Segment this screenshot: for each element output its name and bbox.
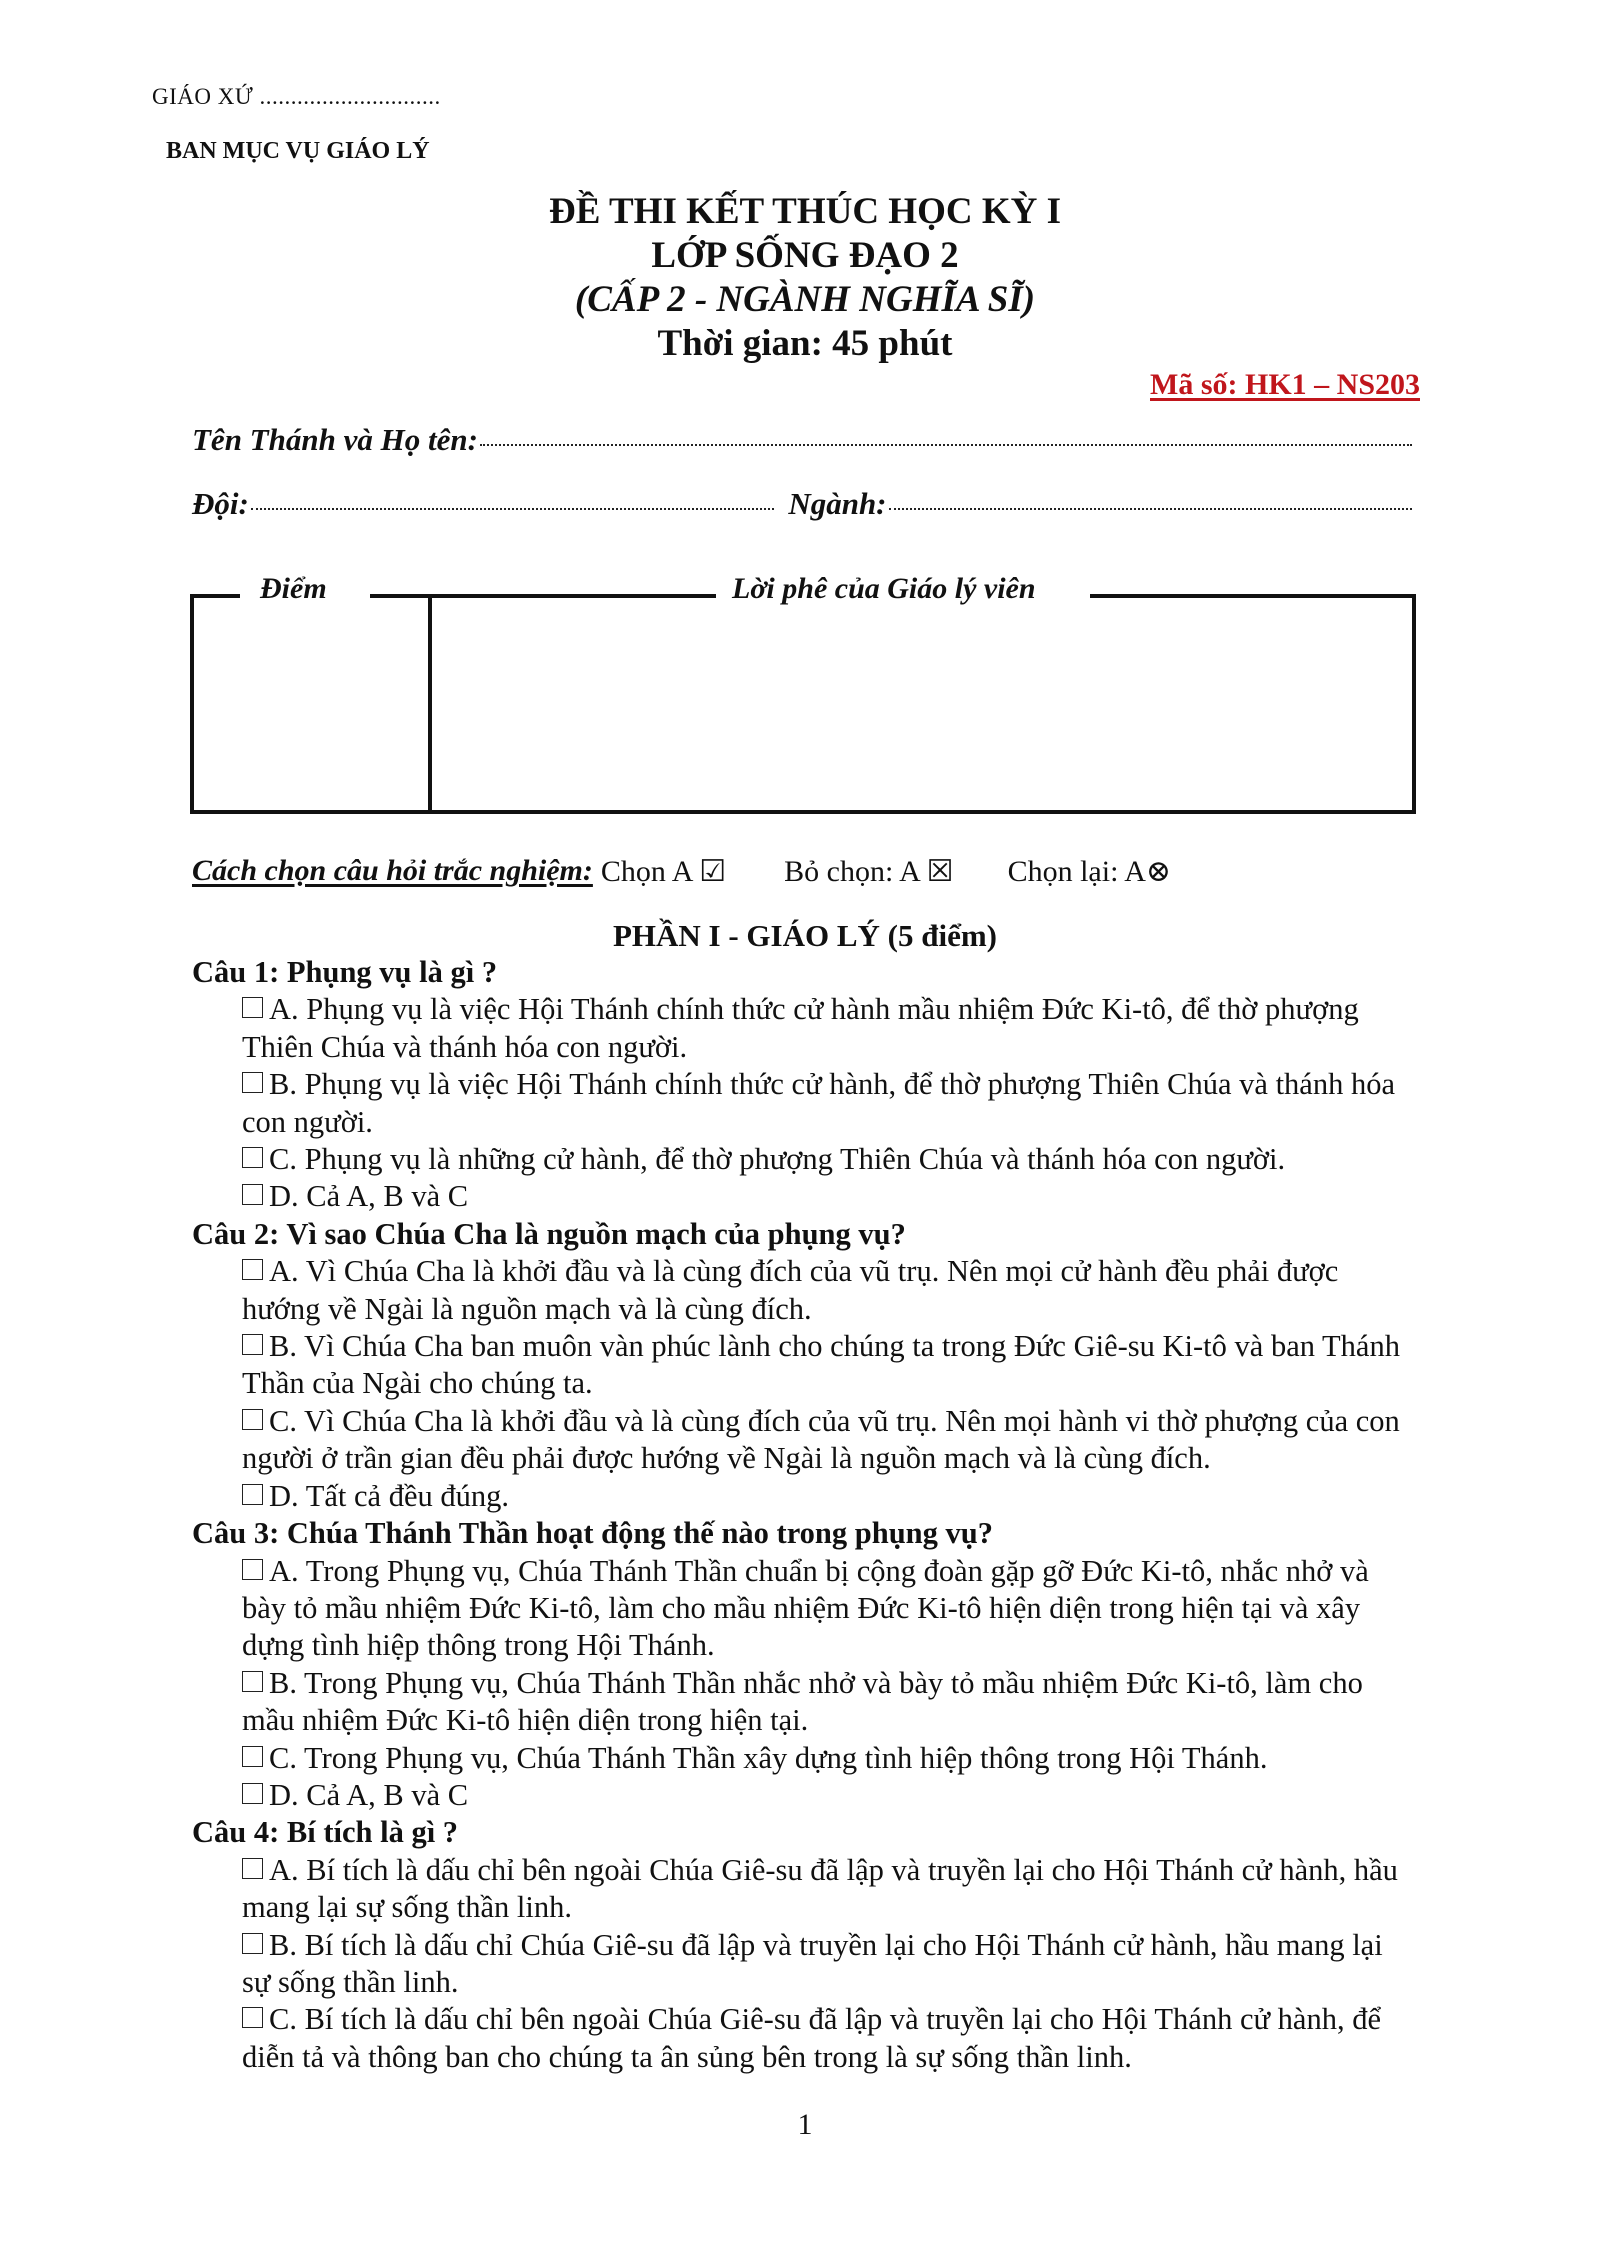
option-text: B. Phụng vụ là việc Hội Thánh chính thức cử hành, để thờ phượng Thiên Chúa và thánh hóa con người. xyxy=(242,1067,1395,1139)
checkbox-icon[interactable] xyxy=(242,1072,263,1093)
instructions-label: Cách chọn câu hỏi trắc nghiệm: xyxy=(192,854,593,887)
section-title: PHẦN I - GIÁO LÝ (5 điểm) xyxy=(612,918,998,953)
checkbox-icon[interactable] xyxy=(242,1783,263,1804)
exam-duration: Thời gian: 45 phút xyxy=(657,323,953,364)
checkbox-icon[interactable] xyxy=(242,1409,263,1430)
score-label: Điểm xyxy=(244,572,343,606)
answer-option[interactable] xyxy=(192,1553,1418,1665)
team-label: Đội: xyxy=(192,486,249,521)
question-title: Câu 3: Chúa Thánh Thần hoạt động thế nào trong phụng vụ? xyxy=(192,1516,993,1551)
team-branch-row xyxy=(192,486,1414,522)
frame-top-segment xyxy=(190,594,240,598)
option-text: D. Tất cả đều đúng. xyxy=(269,1478,509,1513)
option-text: C. Vì Chúa Cha là khởi đầu và là cùng đích của vũ trụ. Nên mọi hành vi thờ phượng của con người ở trần gian đều phải được hướng về Ngài là nguồn mạch và là cùng đích. xyxy=(242,1403,1400,1476)
grade-box xyxy=(190,572,1416,814)
exam-title: ĐỀ THI KẾT THÚC HỌC KỲ I xyxy=(549,191,1061,232)
question-title: Câu 2: Vì sao Chúa Cha là nguồn mạch của phụng vụ? xyxy=(192,1216,906,1251)
option-text: D. Cả A, B và C xyxy=(269,1777,469,1812)
option-text: B. Vì Chúa Cha ban muôn vàn phúc lành cho chúng ta trong Đức Giê-su Ki-tô và ban Thánh Thần của Ngài cho chúng ta. xyxy=(242,1329,1400,1401)
grade-box-divider xyxy=(428,594,432,814)
option-text: D. Cả A, B và C xyxy=(269,1179,469,1214)
frame-top-segment xyxy=(1090,594,1416,598)
instruction-choose: Chọn A ☑ xyxy=(600,855,727,888)
option-text: B. Trong Phụng vụ, Chúa Thánh Thần nhắc nhở và bày tỏ mầu nhiệm Đức Ki-tô, làm cho mầu nhiệm Đức Ki-tô hiện diện trong hiện tại. xyxy=(242,1665,1363,1738)
question xyxy=(192,1814,1418,2076)
answer-option[interactable] xyxy=(192,1066,1418,1141)
name-field-row xyxy=(192,422,1414,458)
name-label: Tên Thánh và Họ tên: xyxy=(192,422,478,457)
answer-option[interactable] xyxy=(192,1478,1418,1515)
option-text: C. Phụng vụ là những cử hành, để thờ phượng Thiên Chúa và thánh hóa con người. xyxy=(269,1142,1286,1177)
answer-option[interactable] xyxy=(192,1777,1418,1814)
checkbox-icon[interactable] xyxy=(242,2007,263,2028)
checkbox-icon[interactable] xyxy=(242,1559,263,1580)
option-text: A. Trong Phụng vụ, Chúa Thánh Thần chuẩn bị cộng đoàn gặp gỡ Đức Ki-tô, nhắc nhở và bày tỏ mầu nhiệm Đức Ki-tô, làm cho mầu nhiệm Đức Ki-tô hiện diện trong hiện tại và xây dựng tình hiệp thông trong Hội Thánh. xyxy=(242,1553,1369,1663)
checkbox-icon[interactable] xyxy=(242,1334,263,1355)
instruction-rechoose: Chọn lại: A⊗ xyxy=(1007,855,1172,888)
exam-class: LỚP SỐNG ĐẠO 2 xyxy=(651,235,959,276)
option-text: A. Phụng vụ là việc Hội Thánh chính thức cử hành mầu nhiệm Đức Ki-tô, để thờ phượng Thiên Chúa và thánh hóa con người. xyxy=(242,992,1359,1064)
option-text: C. Bí tích là dấu chỉ bên ngoài Chúa Giê-su đã lập và truyền lại cho Hội Thánh cử hành, để diễn tả và thông ban cho chúng ta ân sủng bên trong là sự sống thần linh. xyxy=(242,2002,1381,2074)
branch-label: Ngành: xyxy=(788,486,887,521)
name-blank[interactable] xyxy=(480,444,1412,446)
checkbox-icon[interactable] xyxy=(242,1259,263,1280)
question-title: Câu 4: Bí tích là gì ? xyxy=(192,1815,459,1850)
checkbox-icon[interactable] xyxy=(242,997,263,1018)
answer-option[interactable] xyxy=(192,1852,1418,1927)
answer-option[interactable] xyxy=(192,1178,1418,1215)
checkbox-icon[interactable] xyxy=(242,1858,263,1879)
checkbox-icon[interactable] xyxy=(242,1933,263,1954)
grade-box-frame xyxy=(190,594,1416,814)
exam-level: (CẤP 2 - NGÀNH NGHĨA SĨ) xyxy=(574,279,1036,320)
exam-code: Mã số: HK1 – NS203 xyxy=(1150,368,1420,401)
answer-option[interactable] xyxy=(192,1403,1418,1478)
parish-line: GIÁO XỨ ............................. xyxy=(152,84,441,109)
option-text: C. Trong Phụng vụ, Chúa Thánh Thần xây dựng tình hiệp thông trong Hội Thánh. xyxy=(269,1740,1268,1775)
checkbox-icon[interactable] xyxy=(242,1484,263,1505)
page-number: 1 xyxy=(797,2108,813,2141)
question xyxy=(192,1216,1418,1515)
team-blank[interactable] xyxy=(251,508,774,510)
question xyxy=(192,1515,1418,1814)
answer-option[interactable] xyxy=(192,2001,1418,2076)
board-name: BAN MỤC VỤ GIÁO LÝ xyxy=(166,138,430,164)
option-text: A. Vì Chúa Cha là khởi đầu và là cùng đích của vũ trụ. Nên mọi cử hành đều phải được hướng về Ngài là nguồn mạch và là cùng đích. xyxy=(242,1254,1339,1326)
checkbox-icon[interactable] xyxy=(242,1184,263,1205)
question xyxy=(192,954,1418,1216)
instruction-unchoose: Bỏ chọn: A ☒ xyxy=(784,855,954,888)
answer-option[interactable] xyxy=(192,1328,1418,1403)
answer-instructions xyxy=(192,854,1171,889)
checkbox-icon[interactable] xyxy=(242,1746,263,1767)
answer-option[interactable] xyxy=(192,1665,1418,1740)
answer-option[interactable] xyxy=(192,1740,1418,1777)
branch-blank[interactable] xyxy=(889,508,1412,510)
answer-option[interactable] xyxy=(192,991,1418,1066)
checkbox-icon[interactable] xyxy=(242,1147,263,1168)
option-text: A. Bí tích là dấu chỉ bên ngoài Chúa Giê-su đã lập và truyền lại cho Hội Thánh cử hành, hầu mang lại sự sống thần linh. xyxy=(242,1852,1398,1925)
question-title: Câu 1: Phụng vụ là gì ? xyxy=(192,955,498,989)
answer-option[interactable] xyxy=(192,1253,1418,1328)
comment-label: Lời phê của Giáo lý viên xyxy=(716,572,1052,606)
questions-list xyxy=(192,954,1418,2076)
answer-option[interactable] xyxy=(192,1927,1418,2002)
answer-option[interactable] xyxy=(192,1141,1418,1178)
checkbox-icon[interactable] xyxy=(242,1671,263,1692)
option-text: B. Bí tích là dấu chỉ Chúa Giê-su đã lập và truyền lại cho Hội Thánh cử hành, hầu mang lại sự sống thần linh. xyxy=(242,1927,1383,1999)
